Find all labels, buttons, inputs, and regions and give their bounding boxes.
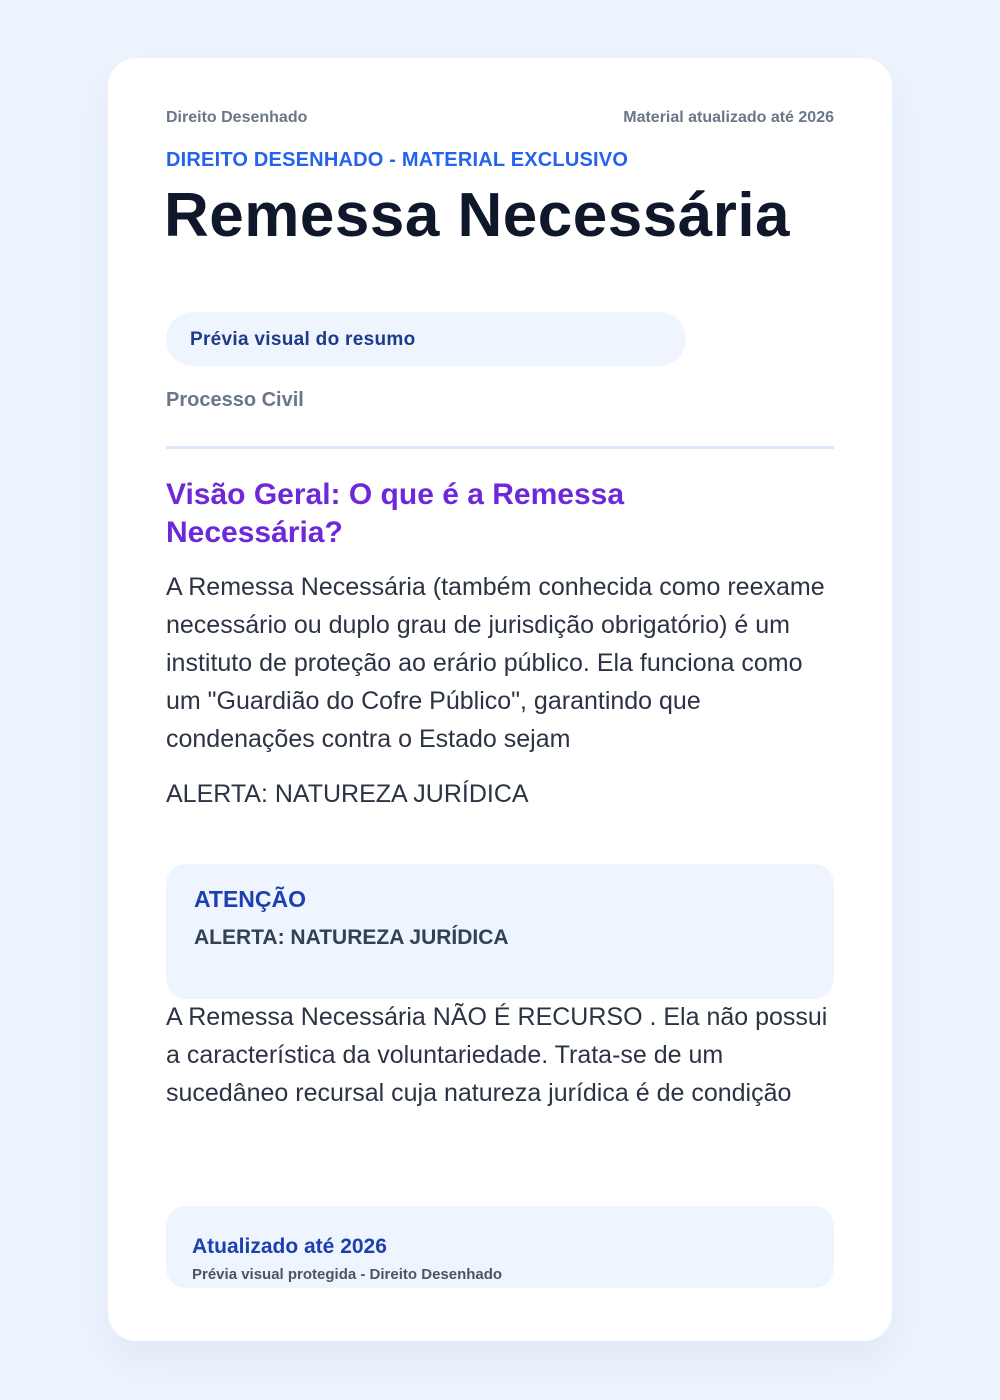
callout-label: ATENÇÃO (194, 886, 307, 912)
header-update-note: Material atualizado até 2026 (623, 109, 834, 126)
footer-subtitle: Prévia visual protegida - Direito Desenhado (192, 1266, 503, 1283)
header-brand: Direito Desenhado (166, 109, 308, 126)
attention-callout (166, 864, 834, 999)
document-card (108, 58, 892, 1341)
preview-pill (166, 312, 686, 366)
divider (166, 446, 834, 449)
section-title: Visão Geral: O que é a Remessa Necessária? (166, 478, 625, 549)
nature-paragraph: A Remessa Necessária NÃO É RECURSO . Ela não possui a característica da voluntariedade. Trata-se de um sucedâneo recursal cuja natureza jurídica é de condição (166, 1003, 828, 1107)
eyebrow-label: DIREITO DESENHADO - MATERIAL EXCLUSIVO (166, 149, 629, 171)
alert-line: ALERTA: NATUREZA JURÍDICA (166, 780, 529, 808)
callout-text: ALERTA: NATUREZA JURÍDICA (194, 926, 509, 949)
subject-label: Processo Civil (166, 389, 304, 411)
page-title: Remessa Necessária (164, 181, 791, 250)
preview-pill-label: Prévia visual do resumo (190, 329, 416, 350)
footer-box (166, 1206, 834, 1288)
footer-title: Atualizado até 2026 (192, 1235, 387, 1258)
overview-paragraph: A Remessa Necessária (também conhecida como reexame necessário ou duplo grau de jurisdição obrigatório) é um instituto de proteção ao erário público. Ela funciona como um "Guardião do Cofre Público", garantindo que condenações contra o Estado sejam (166, 573, 825, 753)
